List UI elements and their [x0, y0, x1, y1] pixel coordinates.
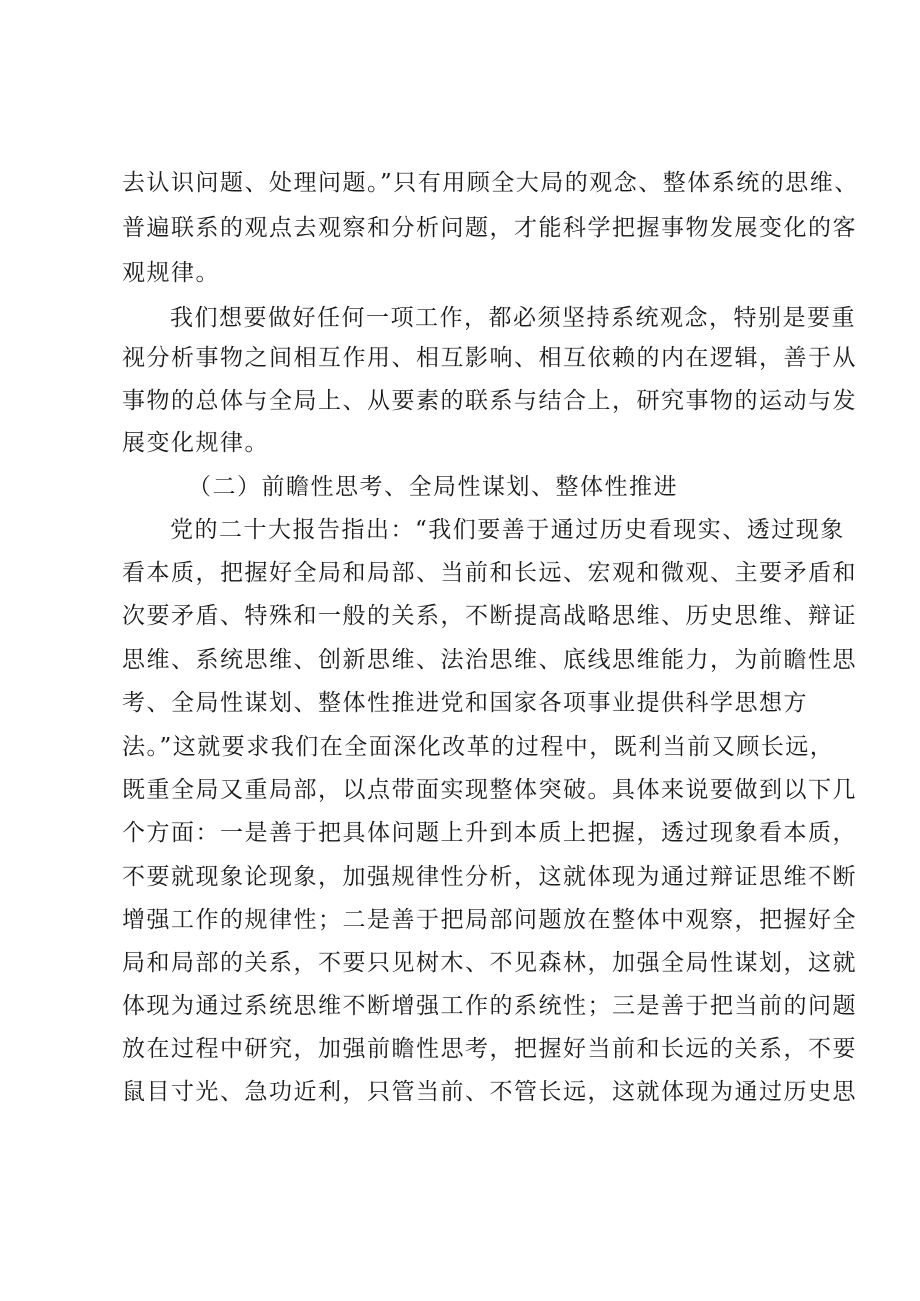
- body-text-line: 既重全局又重局部，以点带面实现整体突破。具体来说要做到以下几: [122, 777, 857, 803]
- body-text-line: 事物的总体与全局上、从要素的联系与结合上，研究事物的运动与发: [122, 388, 857, 414]
- paragraph-first-line: 我们想要做好任何一项工作，都必须坚持系统观念，特别是要重: [170, 305, 856, 331]
- body-text-line: 次要矛盾、特殊和一般的关系，不断提高战略思维、历史思维、辩证: [122, 603, 857, 629]
- body-text-line: 看本质，把握好全局和局部、当前和长远、宏观和微观、主要矛盾和: [122, 560, 857, 586]
- paragraph-first-line: 党的二十大报告指出：“我们要善于通过历史看现实、透过现象: [170, 517, 845, 543]
- body-text-line: 考、全局性谋划、整体性推进党和国家各项事业提供科学思想方: [122, 690, 808, 716]
- body-text-line: 放在过程中研究，加强前瞻性思考，把握好当前和长远的关系，不要: [122, 1036, 857, 1062]
- body-text-line: 个方面：一是善于把具体问题上升到本质上把握，透过现象看本质，: [122, 820, 857, 846]
- body-text-line: 增强工作的规律性；二是善于把局部问题放在整体中观察，把握好全: [122, 907, 857, 933]
- body-text-line: 局和局部的关系，不要只见树木、不见森林，加强全局性谋划，这就: [122, 950, 857, 976]
- body-text-line: 思维、系统思维、创新思维、法治思维、底线思维能力，为前瞻性思: [122, 647, 857, 673]
- section-heading: （二）前瞻性思考、全局性谋划、整体性推进: [188, 474, 678, 500]
- body-text-line: 视分析事物之间相互作用、相互影响、相互依赖的内在逻辑，善于从: [122, 345, 857, 371]
- body-text-line: 展变化规律。: [122, 430, 269, 456]
- body-text-line: 观规律。: [122, 260, 220, 286]
- body-text-line: 普遍联系的观点去观察和分析问题，才能科学把握事物发展变化的客: [122, 215, 857, 241]
- body-text-line: 法。”这就要求我们在全面深化改革的过程中，既利当前又顾长远，: [122, 734, 835, 760]
- body-text-line: 去认识问题、处理问题。”只有用顾全大局的观念、整体系统的思维、: [122, 170, 859, 196]
- body-text-line: 鼠目寸光、急功近利，只管当前、不管长远，这就体现为通过历史思: [122, 1079, 857, 1105]
- body-text-line: 不要就现象论现象，加强规律性分析，这就体现为通过辩证思维不断: [122, 864, 857, 890]
- body-text-line: 体现为通过系统思维不断增强工作的系统性；三是善于把当前的问题: [122, 993, 857, 1019]
